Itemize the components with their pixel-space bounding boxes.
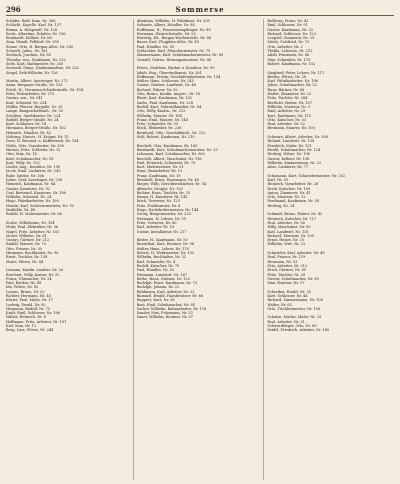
directory-entry: Marie, Witwe, Nr. 84	[6, 259, 44, 264]
directory-entry: Helmut, Landwirt, Nr. 128	[267, 139, 315, 144]
directory-entry: Seidel, Friedrich, Arbeiter, Nr. 180	[267, 328, 330, 333]
header-rule	[6, 15, 394, 16]
directory-entry: Franz, Kaufmann, Nr. 19	[136, 173, 181, 178]
directory-entry: Fröch, H., Hermann-Schiefestraße. Nr. 154	[6, 87, 83, 92]
directory-entry: Karl, Landwirt, Nr. 135	[267, 229, 309, 234]
directory-entry: Nagel, Fritz, Arbeiter, Nr. 103	[6, 229, 60, 234]
directory-entry: Hermann, Heinrichstraße, Nr. 55	[136, 31, 196, 36]
column-right	[263, 19, 394, 480]
directory-entry: Hermann, Nr. 53	[267, 259, 298, 264]
directory-entry: Mathilde, Nr. 48	[6, 208, 36, 213]
directory-entry: Max, Rentner, Nr. 37	[267, 281, 305, 286]
directory-entry: Sander, Max, Fuhrmann, Nr. 52	[136, 311, 193, 316]
directory-entry: Heinrich, Kutscher, Nr. 117	[267, 216, 317, 221]
directory-entry: Walter, Nr. 63	[267, 302, 292, 307]
directory-entry: Hoffmann, Frieda, Geschäftsinhaberin. Nr. 154	[136, 74, 221, 79]
directory-entry: Heinrich, Händler, Nr. 42	[6, 130, 52, 135]
page-title: Sommerse	[175, 5, 225, 14]
directory-entry: Fritz, Tischler, Nr. 284	[267, 96, 308, 101]
directory-entry: Schroth, Julius, Nr. 161	[6, 49, 48, 54]
directory-entry: Fritz, Schneider, Nr. 15	[136, 122, 179, 127]
directory-entry: Hedwig, Witwe, Nr. 196	[267, 152, 310, 157]
directory-entry: Walter, Zimmerer, Nr. 22	[267, 92, 312, 97]
directory-entry: Rummel, Ewald, Hausbesitzer, Nr. 66	[136, 294, 204, 298]
directory-entry: Max, Schneider, Nr. 119	[267, 57, 311, 62]
directory-entry: Kurt, Schlosser, Nr. 44	[267, 294, 308, 298]
directory-entry: Oswald, Ostrau, Heizungsmonteur. Nr. 86	[136, 57, 211, 62]
directory-entry: Schäfer, Reiß. Kam. Nr. 266	[6, 19, 56, 23]
directory-entry: Kiel, Max, Nr. 12	[6, 324, 37, 329]
directory-entry: Schlachter, Karl, Fleischermeister. Nr. 79	[136, 49, 211, 54]
directory-entry: Richard, Fahrer, Nr. 62	[136, 87, 178, 92]
directory-entry: Gustav, Kellner, Nr. 138	[267, 156, 310, 161]
directory-columns	[6, 19, 394, 480]
directory-entry: Borchert, Willy, Kantor, Nr. 92	[6, 272, 60, 277]
directory-entry: Kurt, Schuhmacher, Nr. 58	[6, 156, 54, 161]
directory-entry: Paul, Heinrich, Schneider, Nr. 79	[136, 160, 196, 165]
directory-entry: Seele, Albertine, Eckdstr. Nr. 136	[6, 31, 66, 36]
directory-entry: Schwerdtfeger, Otto, Nr. 69	[267, 324, 317, 329]
directory-entry: Franz, Emil, Maurer, Nr. 148	[136, 117, 188, 122]
directory-entry: Reinhardt, Kellner, Nr. 68	[6, 36, 52, 41]
directory-entry: Richter, Hans, Tischler, Nr. 25	[136, 190, 191, 195]
directory-entry: Seewald, Marg., Kaufmannsfrau, Nr. 232	[6, 66, 79, 71]
directory-entry: Erich, Elektriker, Nr. 238	[136, 126, 182, 131]
directory-entry: Anton, Zimmerer, Nr. 41	[267, 190, 311, 195]
directory-entry: Karl, Schneider, Nr. 4	[136, 259, 176, 264]
directory-entry: Schwarz, Albert, Arbeiter, Nr. 300	[267, 135, 328, 140]
directory-entry: Wilhelm, Maurer, Nr. 184	[136, 113, 182, 118]
directory-entry: Hedwig, Nr. 24	[267, 203, 295, 208]
directory-entry: Otto, Friseur, Nr. 30	[6, 246, 42, 251]
directory-entry: Ebert, Karl, Kaufmann, Nr. 152	[136, 96, 193, 101]
directory-entry: Friedrich, Maler, Nr. 121	[267, 143, 312, 148]
directory-entry: Hermann, Landwirt, Nr. 167	[136, 272, 188, 277]
directory-entry: Rust, Emil, Schuhmacher, Nr. 94	[136, 302, 195, 307]
directory-entry: Seebach, Joachim, Nr. 80	[6, 53, 51, 58]
directory-entry: Heymann, Rudolf, Nr. 75	[6, 306, 51, 311]
directory-entry: Rieger, Willy, Gerichtsvollzieher, Nr. 54	[136, 182, 207, 187]
directory-entry: Julius, Graf, Aussteiger, Nr. 256	[6, 177, 63, 182]
directory-entry: Kraft, Emil, Schlosser, Nr. 196	[6, 311, 60, 316]
directory-entry: Hugo, Fabrikarbeiter, Nr. 190	[6, 199, 59, 204]
directory-entry: Abraham, Wilhelm, H. Fabrikant. Nr. 209	[136, 19, 210, 23]
directory-entry: Kurt, Malermeister, Nr. 51	[136, 165, 184, 170]
directory-entry: Sauer, Wilhelm, Rentner, Nr. 97	[136, 315, 193, 320]
directory-entry: Otto, Kutscher, Nr. 53	[267, 117, 307, 122]
directory-entry: Richard, Zimmermann, Nr. 108	[267, 298, 323, 303]
directory-entry: Lieder, Aug., Konditor, Nr. 190	[6, 165, 61, 170]
directory-entry: Schwarz, Albert, Händler, Nr. 88	[136, 23, 195, 28]
directory-entry: Ludwig, Ewald, Nr. 82	[6, 302, 46, 307]
directory-entry: Lemann, Kaufm. Landstr. Nr. 26	[6, 268, 63, 273]
directory-entry: Karl, Fabrikarbeiter, Nr. 196	[267, 79, 318, 84]
directory-entry: Emma, A. Hohpendl. Nr. 128	[6, 27, 58, 32]
directory-entry: Dora, H. Brennst. u. Kaffeewerk. Nr. 184	[6, 139, 79, 144]
directory-entry: Rudolph, Johann, Nr. 22	[136, 285, 180, 290]
directory-entry: Rudolf, H. Malermeister, Nr. 66	[6, 212, 62, 217]
directory-entry: Wilhelm, Wirt, Nr. 23	[267, 242, 306, 247]
directory-entry: Hoffmann, H., Pensionsempfänger. Nr. 88	[136, 27, 211, 32]
directory-entry: Erich, Kutscher, Nr. 109	[267, 186, 311, 191]
directory-entry: Ernst, Heizer, Nr. 25	[267, 238, 304, 243]
directory-entry: Bertha, Witwe, Nr. 28	[267, 74, 307, 79]
directory-entry: Berg, Lina, Witwe, Nr. 244	[6, 328, 54, 333]
directory-entry: Berthold, Heizer, Nr. 107	[267, 100, 312, 105]
directory-entry: Moser, Wilhelm, Nr. 61	[6, 233, 47, 238]
directory-entry: Schneider, Karl, Arbeiter, Nr. 48	[267, 251, 325, 256]
directory-entry: Franz, Uhrmacher, Nr. 24	[6, 276, 52, 281]
directory-entry: Paul, Bäcker, Nr. 49	[6, 281, 42, 286]
directory-entry: Willy, Maschinist, Nr. 80	[267, 225, 311, 230]
page-number: 296	[6, 5, 21, 14]
directory-entry: Hans, Bauarbeiter, Nr. 13	[136, 169, 183, 174]
directory-entry: Siegel, Erik-Wilhelm, Nr. 126	[6, 70, 58, 75]
directory-entry: Wilhelm, Zimmermann, Nr. 22	[267, 160, 322, 165]
directory-entry: Sacher, Wilhelm, Bahnarbeiter, Nr. 116	[136, 306, 207, 311]
directory-entry: Robert, Kaufmann, Nr. 152	[267, 61, 316, 66]
directory-entry: Adolf, Pensionär, Nr. 88	[267, 53, 310, 58]
directory-entry: Zimmermann, Karl, Schuhmachermeister. Nr. 89	[136, 53, 224, 58]
directory-entry: Nehls, Otto, Vorarbeiter, Nr. 300	[6, 143, 64, 148]
directory-entry: Bernhard, Otto, Geschäftsinh., Nr. 222	[136, 130, 206, 135]
directory-entry: Hartwig, Ed., Bergau-Wachtstraße. Nr. 88	[136, 36, 212, 41]
directory-entry: Martin, Karl, Schlossermeister, Nr. 76	[6, 203, 74, 208]
directory-entry: Bauer, Karl, Flugplatz-Allee, Nr. 43	[136, 40, 199, 45]
column-middle	[133, 19, 264, 480]
directory-entry: Emil, Schlosser, Nr. 91	[267, 23, 308, 28]
directory-entry: Martin, Albert, Aussteiger, Nr. 272	[6, 79, 68, 84]
column-left	[6, 19, 133, 480]
directory-entry: Sachs, Paul, Kaufmann, Nr. 228	[136, 100, 193, 105]
directory-entry: Wilhelm, Monteur, Nr. 5	[267, 104, 311, 109]
directory-entry: Lehmann, Karl, Schuhmacher, Nr. 300	[136, 152, 205, 157]
directory-entry: Hugo, Dachdeckermeister, Nr. 144	[136, 208, 199, 213]
directory-entry: Hermann, Maurer, Nr. 100	[267, 126, 315, 131]
directory-entry: Otto, Monteur, Nr. 12	[267, 195, 306, 200]
directory-entry: Otto, Bruno, Kaufm. Angest., Nr. 16	[136, 92, 201, 97]
directory-entry: Karl, Willy, Nr. 120	[6, 160, 40, 165]
directory-entry: Werner, Fritz, Schleifer, Nr. 12	[6, 147, 61, 152]
directory-entry: Schmidt, Bruno, Fahrer, Nr. 42	[267, 212, 323, 217]
directory-entry: Julius, Schuhmacher, Nr. 52	[267, 83, 317, 88]
directory-entry: Schulze, Martin, Maler, Nr. 29	[267, 315, 322, 320]
directory-entry: Heinrich, Vorarbeiter, Nr. 26	[267, 182, 319, 187]
directory-entry: Gustav, Gärtner, Landwirt, Nr. 48	[136, 83, 196, 88]
directory-entry: Wilhelm, Buchhalter, Nr. 32	[136, 255, 186, 260]
directory-entry: Paul, Friseur, Nr. 119	[267, 255, 306, 260]
directory-entry: Richard, Schlosser, Nr. 123	[267, 31, 316, 36]
directory-entry: Gustav, Kaufmann, Nr. 33	[267, 27, 313, 32]
directory-entry: Emil, Arbeiter, Nr. 29	[267, 109, 306, 114]
directory-entry: Hermann, Berger-Straße, Nr. 162	[6, 126, 66, 131]
directory-entry: Erich, Gärtner, Nr. 89	[267, 268, 306, 273]
directory-entry: Fritz, Tischler, Nr. 28	[267, 272, 306, 277]
directory-entry: Gustav, Schuhmacher, Nr. 89	[267, 276, 319, 281]
directory-entry: Wolf, Robert, Kaufmann, Nr. 210	[136, 135, 195, 140]
directory-entry: Gustav, Gärtner, Nr. 212	[6, 238, 50, 243]
directory-entry: Hermann, Buchbinder, Nr. 96	[6, 251, 59, 256]
directory-entry: Richter, Hermann, Nr. 45	[6, 294, 51, 298]
directory-entry: Gustav, sen., Nr. 241	[6, 96, 43, 101]
directory-entry: Karl, Nr. 55	[267, 177, 289, 182]
directory-entry: Rudolf, Berger-Straße, Nr. 24	[6, 117, 59, 122]
directory-entry: Siegfried, Peter, Lehrer, Nr. 111	[267, 70, 325, 75]
directory-entry: Seile, Karl, Maßmeister, Nr. 250	[6, 61, 64, 66]
directory-entry: Heinrich, Kaufmann, Nr. 84	[6, 182, 56, 187]
directory-entry: Sonne, Otto, H. Bergau-Allee. Nr. 280	[6, 44, 74, 49]
directory-entry: Ernst, Tischler, Nr. 138	[6, 255, 48, 260]
directory-entry: Reinhardt, Kurt, Schuhmachermeister, Nr. 23	[136, 147, 218, 152]
directory-entry: Paul, Händler, Nr. 33	[136, 268, 174, 273]
directory-entry: Wilhelm, Schmied, Nr. 24	[6, 195, 52, 200]
directory-entry: Hoffmann, Fritz, Arbeiter, Nr. 101	[6, 319, 67, 324]
directory-entry: Erich, Vertreter, Nr. 123	[136, 199, 180, 204]
directory-entry: Richard, Monteur, Nr. 109	[267, 233, 314, 238]
directory-entry: Jacob, Emil, Lackierer, Nr. 143	[6, 169, 61, 174]
directory-entry: Leopold, Zimmerer, Nr. 20	[267, 36, 315, 41]
directory-entry: Kurt, Schlosser, Nr. 18	[6, 122, 47, 127]
directory-entry: Hermann, H. Lehrer, Nr. 59	[136, 216, 186, 221]
directory-entry: Albrecht, Drogist, Nr. 120	[136, 186, 183, 191]
directory-entry: Ferdinand, Kaufmann, Nr. 59	[267, 199, 320, 204]
directory-entry: Gustav, Kassierer, Nr. 92	[6, 186, 50, 191]
directory-entry: Paul, Arbeiter, Nr. 52	[267, 122, 305, 127]
directory-entry: Sinn, Wendt. Pelldorf. Nr. 189	[6, 40, 59, 45]
directory-entry: Otto, Willy, Kaufm., Nr. 212	[136, 109, 186, 114]
directory-entry: Reinhold, Ernst, Hausmann, Nr. 48	[136, 177, 199, 182]
directory-entry: Rothe, Hans, Gärtner, Nr. 122	[136, 276, 190, 281]
directory-entry: Emma, H. Kassierer, Nr. 145	[136, 195, 188, 200]
directory-entry: Fritz, Holzarbeiter, Nr. 273	[6, 92, 55, 97]
directory-entry: Lange, Baugeschäftsinh., Nr. 53	[6, 109, 64, 114]
directory-entry: Fritz, Postbeamter, Nr. 8	[136, 203, 181, 208]
directory-entry: Schreiber, Ewald, Nr. 35	[267, 289, 311, 294]
directory-entry: Georg, Bürgermeister, Nr. 225	[136, 212, 191, 217]
directory-entry: Rösler, H., Kaufmann, Nr. 50	[136, 238, 188, 243]
directory-entry: Reichelt, Albert, Maschinist, Nr. 116	[136, 156, 202, 161]
directory-entry: Nehring, Haustr., H. Kröger, Nr. 15	[6, 135, 69, 140]
directory-entry: Gustav, Installateur, Nr. 217	[136, 229, 187, 234]
directory-entry: Rudolf, Maurer, Nr. 70	[6, 242, 46, 247]
directory-entry: Robert, H. Werkmeister, Nr. 103	[136, 251, 195, 256]
directory-entry: Schumann, Kurt, Schneidermeister, Nr. 202	[267, 173, 346, 178]
directory-entry: Fritz, Vertreter, Nr. 60	[136, 220, 177, 225]
directory-entry: Paul, Händler, Nr. 30	[136, 44, 174, 49]
directory-entry: Theodor, sen., Kaufmann, Nr. 232	[6, 57, 66, 62]
directory-entry: Jakob, Eug., Oberstudienrat, Nr. 281	[136, 70, 202, 75]
directory-entry: Kurt, Kaufmann, Nr. 110	[267, 113, 312, 118]
directory-entry: Mohr, Paul, Elektriker, Nr. 36	[6, 225, 59, 230]
directory-entry: Schultze, Spedikateur, Nr. 224	[6, 113, 61, 118]
directory-entry: Ruppert, Kurt, Nr. 38	[136, 298, 175, 303]
directory-entry: Ida, Witwe, Nr. 82	[6, 285, 39, 290]
directory-entry: Roßberg, Franz, Nr. 42	[267, 19, 309, 23]
directory-entry: Otto, Tischlermeister, Nr. 108	[267, 306, 321, 311]
directory-entry: Peters, Matthias, Bäcker u. Konditor. Nr. 99	[136, 66, 215, 71]
directory-entry: Küster, Paul, Maler, Nr. 17	[6, 298, 53, 303]
directory-entry: Walter, Hans, Schlosser, Nr. 245	[136, 79, 194, 84]
directory-entry: Reichelt, Otto, Kaufmann, Nr. 165	[136, 143, 198, 148]
directory-entry: Thekla, Lehrerin, Nr. 212	[267, 49, 313, 54]
directory-entry: Rühlmann, Karl, Arbeiter, Nr. 22	[136, 289, 195, 294]
directory-entry: Anna, Bergauer Straße, Nr. 155	[6, 83, 63, 88]
directory-entry: Rosenthal, Kurt, Rentner, Nr. 98	[136, 242, 194, 247]
directory-entry: Karl, Arbeiter, Nr. 18	[136, 225, 175, 230]
directory-entry: Otto, Arbeiter, Nr. 2	[267, 44, 303, 49]
directory-entry: Otto, Max, Nr. 16	[6, 152, 37, 157]
directory-entry: Ruhr, Sattler, Nr. 166	[6, 173, 44, 178]
directory-entry: Karl, Schmied, Nr. 234	[6, 100, 47, 105]
directory-entry: Carl, Bertrand, Kassierer, Nr. 180	[6, 190, 66, 195]
directory-entry: Rudolph, Ernst, Kaufmann, Nr. 73	[136, 281, 198, 286]
directory-entry: Alois, Lackierer, Nr. 77	[267, 165, 309, 170]
directory-entry: Lorenz, Bruno, Nr. 52	[6, 289, 45, 294]
directory-entry: Schlicht, Kapelle. Karl. Nr. 137	[6, 23, 62, 28]
directory-entry: Mieth, Gottfried, Nr. 73	[267, 40, 310, 45]
directory-entry: Stolze, Wilhelmine, Nr. 154	[6, 220, 55, 225]
directory-entry: Ewald, Schuhmacher, Nr. 124	[267, 147, 321, 152]
directory-entry: Paul, Arbeiter, Nr. 56	[267, 220, 305, 225]
directory-entry: Müller, Pfarrer, Bergalle, Nr. 25	[6, 104, 63, 109]
directory-entry: Rudolf, Kutscher, Nr. 70	[136, 263, 180, 268]
directory-entry: Paul, Arbeiter, Nr. 21	[267, 319, 305, 324]
directory-entry: Otto, Arbeiter, Nr. 212	[267, 263, 308, 268]
directory-entry: Rudolf, Kurt, Fahrradhändler, Nr. 84	[136, 104, 202, 109]
directory-entry: Walter, Hans, Lehrer, Nr. 178	[136, 246, 189, 251]
directory-entry: Walter, Heinrich, Nr. 8	[6, 315, 47, 320]
directory-entry: Hans, Bäcker, Nr. 68	[267, 87, 305, 92]
